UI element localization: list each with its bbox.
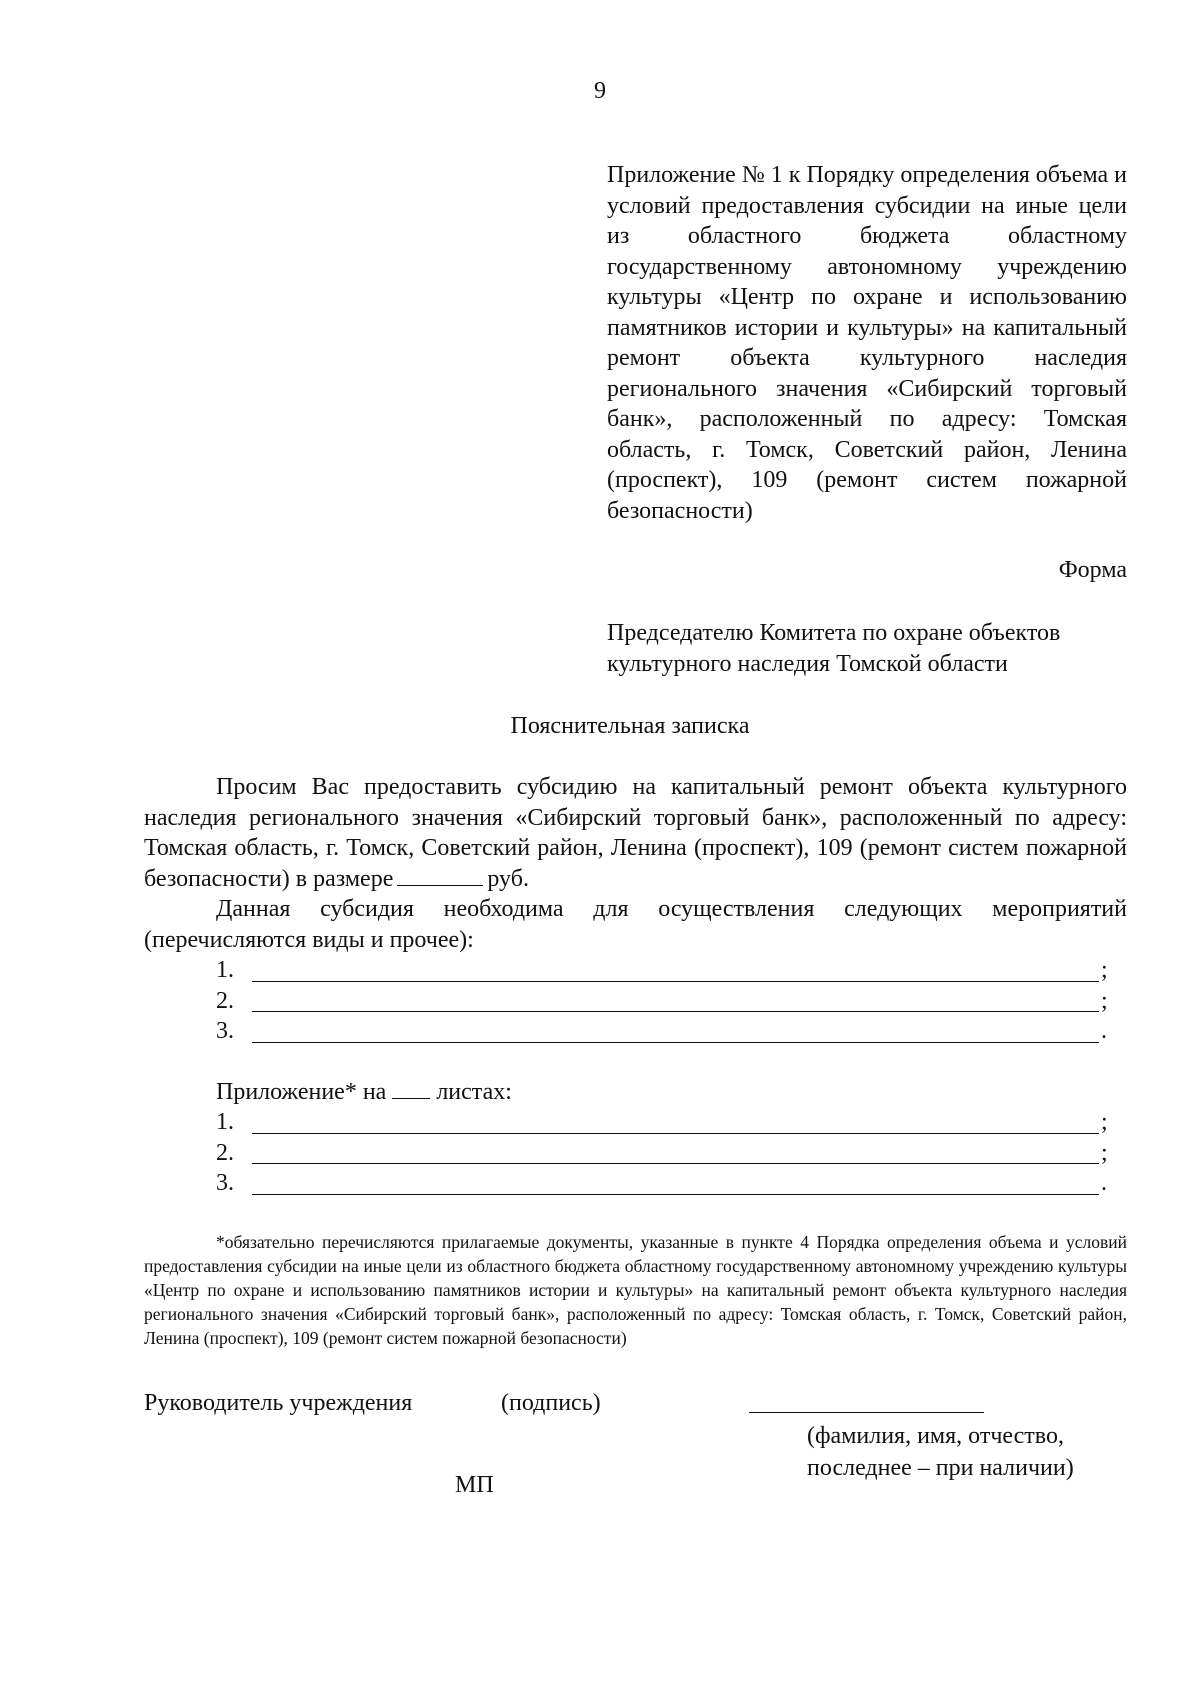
activity-blank-line[interactable] <box>252 989 1099 1012</box>
activity-blank-line[interactable] <box>252 959 1099 982</box>
list-number: 3. <box>216 1170 234 1196</box>
list-item <box>144 1107 1127 1138</box>
list-number: 2. <box>216 987 234 1014</box>
list-number: 1. <box>216 1109 234 1135</box>
name-blank-line[interactable] <box>749 1412 984 1413</box>
footnote: *обязательно перечисляются прилагаемые документы, указанные в пункте 4 Порядка определения объема и условий предоставления субсидии на иные цели из областного бюджета областному государственному автономному учреждению культуры «Центр по охране и использованию памятников истории и культуры» на капитальный ремонт объекта культурного наследия регионального значения «Сибирский торговый банк», расположенный по адресу: Томская область, г. Томск, Советский район, Ленина (проспект), 109 (ремонт систем пожарной безопасности) <box>144 1232 1127 1348</box>
list-item <box>144 1016 1127 1047</box>
addressee: Председателю Комитета по охране объектов культурного наследия Томской области <box>607 620 1061 677</box>
activities-list <box>144 955 1127 1047</box>
currency-label: руб. <box>487 865 529 892</box>
document-body <box>144 772 1127 1199</box>
head-label: Руководитель учреждения <box>144 1390 413 1416</box>
list-terminator: . <box>1101 1170 1107 1196</box>
attachments-list <box>144 1107 1127 1199</box>
attachment-blank-line[interactable] <box>252 1172 1099 1195</box>
appendix-header: Приложение № 1 к Порядку определения объема и условий предоставления субсидии на иные цели из областного бюджета областному государственному автономному учреждению культуры «Центр по охране и использованию памятников истории и культуры» на капитальный ремонт объекта культурного наследия регионального значения «Сибирский торговый банк», расположенный по адресу: Томская область, г. Томск, Советский район, Ленина (проспект), 109 (ремонт систем пожарной безопасности) <box>607 162 1127 524</box>
amount-blank[interactable] <box>397 867 483 886</box>
stamp-label: МП <box>455 1472 494 1498</box>
list-terminator: ; <box>1101 957 1108 983</box>
list-terminator: ; <box>1101 987 1108 1014</box>
page-number: 9 <box>594 78 606 104</box>
list-item <box>144 1138 1127 1169</box>
list-item <box>144 986 1127 1017</box>
document-title: Пояснительная записка <box>510 713 750 739</box>
signature-label: (подпись) <box>501 1390 601 1416</box>
name-caption <box>807 1420 1127 1484</box>
attachment-blank-line[interactable] <box>252 1111 1099 1134</box>
attachment-suffix: листах: <box>436 1078 512 1105</box>
purpose-paragraph: Данная субсидия необходима для осуществления следующих мероприятий (перечисляются виды и прочее): <box>144 896 1127 953</box>
list-terminator: ; <box>1101 1139 1108 1166</box>
request-text: Просим Вас предоставить субсидию на капитальный ремонт объекта культурного наследия регионального значения «Сибирский торговый банк», расположенный по адресу: Томская область, г. Томск, Советский район, Ленина (проспект), 109 (ремонт систем пожарной безопасности) в размере <box>144 774 1127 892</box>
name-caption-line2: последнее – при наличии) <box>807 1455 1074 1481</box>
list-item <box>144 1168 1127 1199</box>
signature-block <box>144 1390 1127 1510</box>
request-paragraph <box>144 772 1127 894</box>
attachment-heading <box>144 1077 1127 1108</box>
sheets-count-blank[interactable] <box>392 1080 430 1099</box>
name-caption-line1: (фамилия, имя, отчество, <box>807 1423 1064 1449</box>
list-number: 2. <box>216 1139 234 1166</box>
list-item <box>144 955 1127 986</box>
list-terminator: ; <box>1101 1109 1108 1135</box>
list-number: 1. <box>216 957 234 983</box>
list-number: 3. <box>216 1018 234 1044</box>
attachment-blank-line[interactable] <box>252 1141 1099 1164</box>
activity-blank-line[interactable] <box>252 1020 1099 1043</box>
attachment-prefix: Приложение* на <box>216 1078 387 1105</box>
list-terminator: . <box>1101 1018 1107 1044</box>
form-label: Форма <box>1058 557 1127 583</box>
